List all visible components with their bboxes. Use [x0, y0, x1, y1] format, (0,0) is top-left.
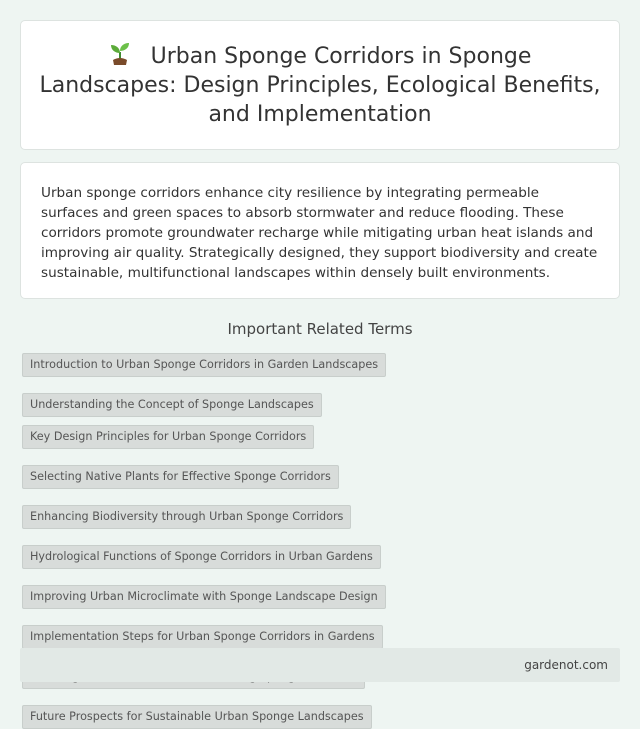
- summary-card: [20, 162, 620, 299]
- page-title: [39, 41, 601, 129]
- term-tag[interactable]: Understanding the Concept of Sponge Landscapes: [22, 393, 322, 417]
- term-tag[interactable]: Introduction to Urban Sponge Corridors in Garden Landscapes: [22, 353, 386, 377]
- footer-bar: [20, 648, 620, 682]
- term-tag[interactable]: Key Design Principles for Urban Sponge Corridors: [22, 425, 314, 449]
- term-tag[interactable]: Enhancing Biodiversity through Urban Sponge Corridors: [22, 505, 351, 529]
- term-tag[interactable]: Improving Urban Microclimate with Sponge Landscape Design: [22, 585, 386, 609]
- related-terms-heading: Important Related Terms: [227, 320, 413, 338]
- page-title-text: Urban Sponge Corridors in Sponge Landscapes: Design Principles, Ecological Benefits, and Implementation: [39, 44, 601, 127]
- header-card: [20, 20, 620, 150]
- seedling-icon: [109, 41, 131, 65]
- summary-text: Urban sponge corridors enhance city resilience by integrating permeable surfaces and green spaces to absorb stormwater and reduce flooding. These corridors promote groundwater recharge while mitigating urban heat islands and improving air quality. Strategically designed, they support biodiversity and create sustainable, multifunctional landscapes within densely built environments.: [41, 185, 598, 281]
- term-tag[interactable]: Selecting Native Plants for Effective Sponge Corridors: [22, 465, 339, 489]
- footer-site-link[interactable]: gardenot.com: [524, 658, 608, 672]
- term-tag[interactable]: Future Prospects for Sustainable Urban Sponge Landscapes: [22, 705, 372, 729]
- term-tag[interactable]: Hydrological Functions of Sponge Corridors in Urban Gardens: [22, 545, 381, 569]
- term-tag[interactable]: Implementation Steps for Urban Sponge Corridors in Gardens: [22, 625, 383, 649]
